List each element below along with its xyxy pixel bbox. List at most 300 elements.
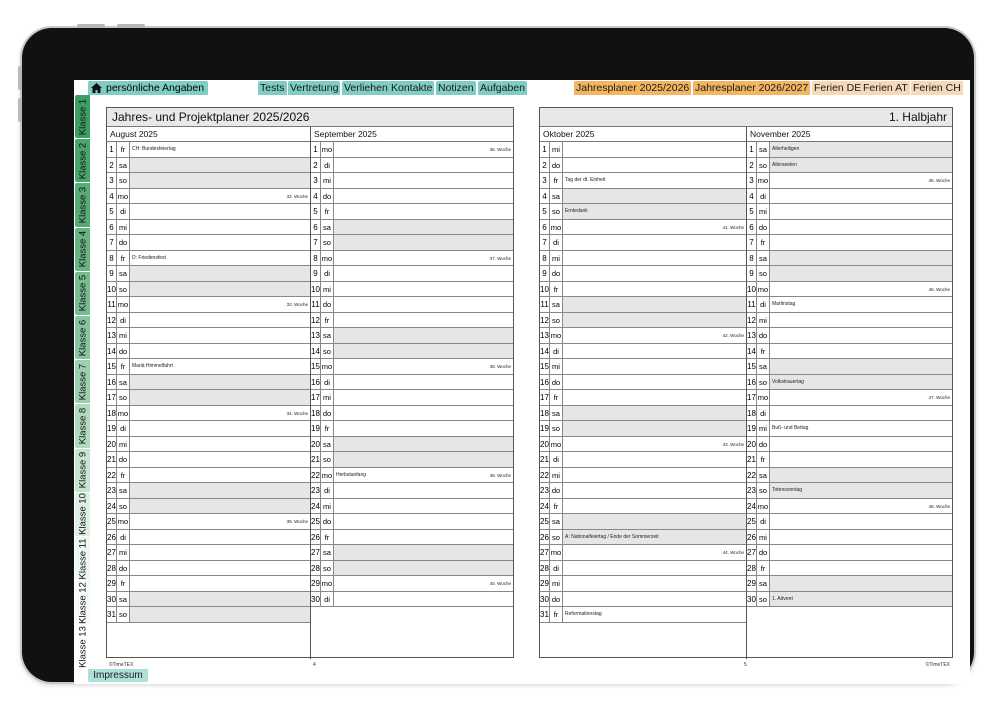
day-note (563, 251, 746, 266)
week-label: 38. Woche (489, 364, 511, 369)
day-number: 8 (747, 251, 757, 266)
day-row[interactable] (540, 142, 746, 158)
day-note (334, 514, 513, 529)
day-row[interactable] (311, 406, 513, 422)
day-note (334, 282, 513, 297)
day-number: 13 (747, 328, 757, 343)
day-number: 29 (311, 576, 321, 591)
day-number: 3 (540, 173, 550, 188)
weekday: so (117, 499, 130, 514)
day-row[interactable] (747, 421, 952, 437)
day-row[interactable] (107, 359, 310, 375)
day-row[interactable] (747, 545, 952, 561)
day-note (563, 344, 746, 359)
weekday: sa (321, 437, 334, 452)
day-row[interactable] (107, 607, 310, 623)
day-row[interactable] (107, 483, 310, 499)
day-row[interactable] (311, 251, 513, 267)
day-row[interactable] (107, 437, 310, 453)
day-number: 13 (540, 328, 550, 343)
day-row[interactable] (311, 375, 513, 391)
side-tab-klasse-6[interactable] (75, 316, 90, 359)
day-note (563, 499, 746, 514)
day-number: 26 (107, 530, 117, 545)
day-row[interactable] (540, 530, 746, 546)
tab-notizen[interactable]: Notizen (438, 82, 474, 94)
day-row[interactable] (540, 437, 746, 453)
day-row[interactable] (107, 235, 310, 251)
day-number: 15 (747, 359, 757, 374)
day-row[interactable] (747, 561, 952, 577)
day-row[interactable] (747, 390, 952, 406)
day-row[interactable] (540, 266, 746, 282)
day-row[interactable] (107, 282, 310, 298)
day-row[interactable] (747, 266, 952, 282)
side-tab-klasse-11[interactable] (75, 537, 90, 580)
weekday: do (117, 561, 130, 576)
day-row[interactable] (747, 189, 952, 205)
day-number: 17 (540, 390, 550, 405)
side-tab-klasse-12[interactable] (75, 581, 90, 624)
day-row[interactable] (540, 592, 746, 608)
day-row[interactable] (311, 530, 513, 546)
day-row[interactable] (747, 251, 952, 267)
day-row[interactable] (107, 452, 310, 468)
day-row[interactable] (540, 328, 746, 344)
weekday: di (117, 421, 130, 436)
page-title: Jahres- und Projektplaner 2025/2026 (107, 108, 513, 127)
home-label: persönliche Angaben (106, 82, 205, 94)
day-row[interactable] (747, 514, 952, 530)
day-row[interactable] (540, 452, 746, 468)
day-number: 21 (107, 452, 117, 467)
day-row[interactable] (540, 251, 746, 267)
day-row[interactable] (747, 592, 952, 608)
day-number: 15 (540, 359, 550, 374)
day-row[interactable] (747, 452, 952, 468)
day-number: 1 (107, 142, 117, 157)
weekday: mo (550, 328, 563, 343)
day-row[interactable] (107, 561, 310, 577)
day-number: 31 (107, 607, 117, 622)
weekday: di (550, 344, 563, 359)
day-row[interactable] (107, 545, 310, 561)
day-row[interactable] (107, 499, 310, 515)
day-number: 6 (747, 220, 757, 235)
side-tab-klasse-8[interactable] (75, 404, 90, 447)
month-title: August 2025 (107, 127, 310, 142)
day-row[interactable] (107, 344, 310, 360)
day-row[interactable] (747, 235, 952, 251)
day-number: 2 (540, 158, 550, 173)
day-note (130, 545, 310, 560)
day-row[interactable] (540, 406, 746, 422)
day-row[interactable] (540, 375, 746, 391)
day-row[interactable] (747, 499, 952, 515)
day-row[interactable] (540, 545, 746, 561)
day-row[interactable] (107, 266, 310, 282)
day-number: 9 (107, 266, 117, 281)
day-row[interactable] (540, 297, 746, 313)
week-label: 47. Woche (928, 395, 950, 400)
tab-kontakte[interactable]: Kontakte (391, 82, 433, 94)
day-number: 26 (747, 530, 757, 545)
day-note (130, 406, 310, 421)
day-note: Allerseelen (770, 158, 952, 173)
copyright: ©TimeTEX (925, 662, 950, 668)
side-tab-label: Klasse 11 (77, 538, 88, 580)
side-tab-label: Klasse 2 (77, 142, 88, 179)
imprint-tab[interactable]: Impressum (88, 669, 148, 682)
weekday: do (757, 328, 770, 343)
day-row[interactable] (311, 189, 513, 205)
day-row[interactable] (311, 142, 513, 158)
day-note (334, 158, 513, 173)
weekday: mi (550, 359, 563, 374)
weekday: do (117, 344, 130, 359)
day-row[interactable] (311, 468, 513, 484)
day-note: Martinstag (772, 301, 796, 307)
day-row[interactable] (107, 375, 310, 391)
day-row[interactable] (747, 297, 952, 313)
day-number: 1 (311, 142, 321, 157)
day-note: Reformationstag (565, 611, 602, 617)
day-row[interactable] (311, 390, 513, 406)
weekday: fr (550, 607, 563, 622)
day-number: 7 (107, 235, 117, 250)
side-tab-klasse-10[interactable] (75, 493, 90, 536)
weekday: sa (757, 251, 770, 266)
tab-ferien-ch[interactable]: Ferien CH (913, 82, 961, 94)
weekday: do (757, 545, 770, 560)
day-row[interactable] (107, 313, 310, 329)
weekday: mo (321, 251, 334, 266)
day-note (130, 514, 310, 529)
tab-tests[interactable]: Tests (260, 82, 285, 94)
weekday: mi (757, 421, 770, 436)
weekday: mo (117, 406, 130, 421)
day-row[interactable] (540, 158, 746, 174)
day-number: 30 (747, 592, 757, 607)
side-tab-klasse-4[interactable] (75, 228, 90, 271)
tab-aufgaben[interactable]: Aufgaben (480, 82, 525, 94)
day-row[interactable] (540, 499, 746, 515)
day-note (770, 204, 952, 219)
page-title: 1. Halbjahr (540, 108, 952, 127)
day-number: 4 (747, 189, 757, 204)
weekday: mo (117, 189, 130, 204)
day-row[interactable] (311, 158, 513, 174)
weekday: mi (321, 390, 334, 405)
day-note (770, 452, 952, 467)
side-tab-klasse-5[interactable] (75, 272, 90, 315)
day-note (130, 282, 310, 297)
day-note (130, 189, 310, 204)
day-row[interactable] (747, 142, 952, 158)
home-tab[interactable] (88, 81, 208, 95)
day-note (563, 359, 746, 374)
weekday: fr (757, 452, 770, 467)
day-number: 10 (540, 282, 550, 297)
day-number: 9 (311, 266, 321, 281)
day-row[interactable] (540, 313, 746, 329)
side-tab-klasse-13[interactable] (75, 625, 90, 668)
day-number: 6 (107, 220, 117, 235)
day-note (130, 266, 310, 281)
day-row[interactable] (311, 452, 513, 468)
day-number: 20 (107, 437, 117, 452)
day-row[interactable] (540, 359, 746, 375)
weekday: mo (757, 499, 770, 514)
day-note (563, 483, 746, 498)
day-row[interactable] (747, 173, 952, 189)
week-label: 48. Woche (928, 503, 950, 509)
day-row[interactable] (540, 173, 746, 189)
day-row[interactable] (540, 561, 746, 577)
tab-vertretung[interactable]: Vertretung (290, 82, 339, 94)
day-row[interactable] (747, 220, 952, 236)
day-note (130, 592, 310, 607)
day-number: 8 (107, 251, 117, 266)
side-tab-klasse-3[interactable] (75, 183, 90, 226)
day-row[interactable] (540, 282, 746, 298)
day-row[interactable] (107, 251, 310, 267)
day-row[interactable] (540, 576, 746, 592)
tab-verliehen[interactable]: Verliehen (344, 82, 388, 94)
day-row[interactable] (540, 235, 746, 251)
day-number: 25 (540, 514, 550, 529)
day-row[interactable] (747, 158, 952, 174)
day-row[interactable] (311, 499, 513, 515)
day-row[interactable] (107, 220, 310, 236)
day-row[interactable] (107, 158, 310, 174)
day-row[interactable] (311, 592, 513, 608)
day-number: 18 (107, 406, 117, 421)
day-note (334, 359, 513, 374)
weekday: mo (757, 173, 770, 188)
weekday: do (321, 406, 334, 421)
tab-ferien-at[interactable]: Ferien AT (863, 82, 908, 94)
day-row[interactable] (747, 468, 952, 484)
side-tab-klasse-9[interactable] (75, 449, 90, 492)
day-row[interactable] (107, 592, 310, 608)
day-row[interactable] (107, 328, 310, 344)
day-note (770, 545, 952, 560)
weekday: sa (550, 514, 563, 529)
weekday: sa (550, 406, 563, 421)
day-note (334, 390, 513, 405)
day-row[interactable] (107, 576, 310, 592)
month-column (107, 127, 310, 659)
day-note (334, 251, 513, 266)
day-note (770, 499, 952, 514)
day-note (130, 576, 310, 591)
day-row[interactable] (311, 545, 513, 561)
day-row[interactable] (107, 142, 310, 158)
day-number: 21 (747, 452, 757, 467)
weekday: sa (117, 483, 130, 498)
day-row[interactable] (747, 344, 952, 360)
day-note (130, 220, 310, 235)
side-tab-klasse-7[interactable] (75, 360, 90, 403)
day-row[interactable] (747, 328, 952, 344)
day-row[interactable] (107, 514, 310, 530)
day-row[interactable] (311, 421, 513, 437)
day-row[interactable] (107, 204, 310, 220)
day-number: 26 (311, 530, 321, 545)
day-note (130, 204, 310, 219)
column-divider (746, 127, 747, 659)
day-row[interactable] (107, 173, 310, 189)
day-row[interactable] (311, 173, 513, 189)
side-tab-klasse-1[interactable] (75, 95, 90, 138)
weekday: fr (117, 142, 130, 157)
day-number: 12 (540, 313, 550, 328)
day-row[interactable] (311, 266, 513, 282)
weekday: mo (757, 282, 770, 297)
day-row[interactable] (747, 576, 952, 592)
day-row[interactable] (540, 220, 746, 236)
day-row[interactable] (540, 468, 746, 484)
day-row[interactable] (311, 204, 513, 220)
day-row[interactable] (107, 390, 310, 406)
day-number: 14 (747, 344, 757, 359)
day-row[interactable] (747, 406, 952, 422)
day-note: A: Nationalfeiertag / Ende der Sommerzeit (563, 530, 746, 545)
day-number: 16 (107, 375, 117, 390)
weekday: fr (757, 235, 770, 250)
weekday: so (550, 313, 563, 328)
day-row[interactable] (107, 189, 310, 205)
day-number: 29 (107, 576, 117, 591)
weekday: sa (550, 189, 563, 204)
weekday: mo (321, 142, 334, 157)
day-row[interactable] (311, 514, 513, 530)
day-row[interactable] (747, 313, 952, 329)
day-note (334, 483, 513, 498)
day-note (334, 561, 513, 576)
day-note (770, 390, 952, 405)
day-row[interactable] (747, 204, 952, 220)
day-note (130, 328, 310, 343)
day-row[interactable] (747, 282, 952, 298)
day-row[interactable] (540, 514, 746, 530)
day-number: 31 (540, 607, 550, 622)
top-button (117, 24, 145, 28)
day-row[interactable] (311, 297, 513, 313)
column-divider (310, 127, 311, 659)
day-number: 18 (747, 406, 757, 421)
day-note (130, 421, 310, 436)
weekday: di (321, 483, 334, 498)
side-tab-label: Klasse 1 (77, 98, 88, 135)
day-row[interactable] (311, 220, 513, 236)
tab-ferien-de[interactable]: Ferien DE (814, 82, 862, 94)
side-tab-klasse-2[interactable] (75, 139, 90, 182)
day-note: Tag der dt. Einheit (565, 177, 606, 183)
day-row[interactable] (747, 483, 952, 499)
day-number: 25 (311, 514, 321, 529)
day-row[interactable] (540, 344, 746, 360)
day-note (130, 344, 310, 359)
day-number: 6 (311, 220, 321, 235)
volume-down-button (18, 98, 22, 122)
day-note (130, 607, 310, 622)
day-row[interactable] (311, 437, 513, 453)
day-row[interactable] (311, 561, 513, 577)
day-row[interactable] (540, 189, 746, 205)
weekday: mo (321, 576, 334, 591)
tablet-frame (22, 28, 974, 682)
day-row[interactable] (107, 406, 310, 422)
weekday: mo (117, 514, 130, 529)
day-number: 19 (311, 421, 321, 436)
day-row[interactable] (747, 530, 952, 546)
day-number: 3 (747, 173, 757, 188)
weekday: di (117, 204, 130, 219)
day-row[interactable] (540, 390, 746, 406)
day-row[interactable] (107, 530, 310, 546)
day-note (334, 576, 513, 591)
day-row[interactable] (311, 235, 513, 251)
weekday: fr (117, 468, 130, 483)
weekday: mi (757, 530, 770, 545)
day-note (563, 189, 746, 204)
day-row[interactable] (540, 204, 746, 220)
page-number: 5 (744, 662, 747, 668)
day-number: 5 (540, 204, 550, 219)
day-row[interactable] (311, 328, 513, 344)
day-row[interactable] (540, 483, 746, 499)
day-number: 23 (747, 483, 757, 498)
day-row[interactable] (311, 483, 513, 499)
day-row[interactable] (540, 421, 746, 437)
day-note (130, 530, 310, 545)
day-note (770, 313, 952, 328)
day-note (130, 561, 310, 576)
day-note: Erntedank (563, 204, 746, 219)
day-row[interactable] (747, 359, 952, 375)
weekday: di (757, 297, 770, 312)
day-number: 4 (107, 189, 117, 204)
day-number: 18 (311, 406, 321, 421)
day-row[interactable] (747, 375, 952, 391)
day-row[interactable] (311, 282, 513, 298)
day-row[interactable] (311, 344, 513, 360)
side-tab-label: Klasse 5 (77, 275, 88, 312)
day-number: 8 (540, 251, 550, 266)
weekday: sa (117, 158, 130, 173)
day-row[interactable] (107, 297, 310, 313)
day-note (770, 266, 952, 281)
day-number: 9 (540, 266, 550, 281)
month-column (747, 127, 952, 659)
weekday: do (550, 592, 563, 607)
day-row[interactable] (540, 607, 746, 623)
day-row[interactable] (107, 421, 310, 437)
day-row[interactable] (311, 359, 513, 375)
day-row[interactable] (747, 437, 952, 453)
day-number: 11 (107, 297, 117, 312)
day-row[interactable] (311, 313, 513, 329)
side-tab-label: Klasse 4 (77, 230, 88, 268)
day-number: 22 (747, 468, 757, 483)
day-row[interactable] (311, 576, 513, 592)
tab-jahresplaner-2025-2026[interactable]: Jahresplaner 2025/2026 (576, 82, 690, 94)
day-note (563, 406, 746, 421)
tab-jahresplaner-2026-2027[interactable]: Jahresplaner 2026/2027 (695, 82, 809, 94)
day-row[interactable] (107, 468, 310, 484)
